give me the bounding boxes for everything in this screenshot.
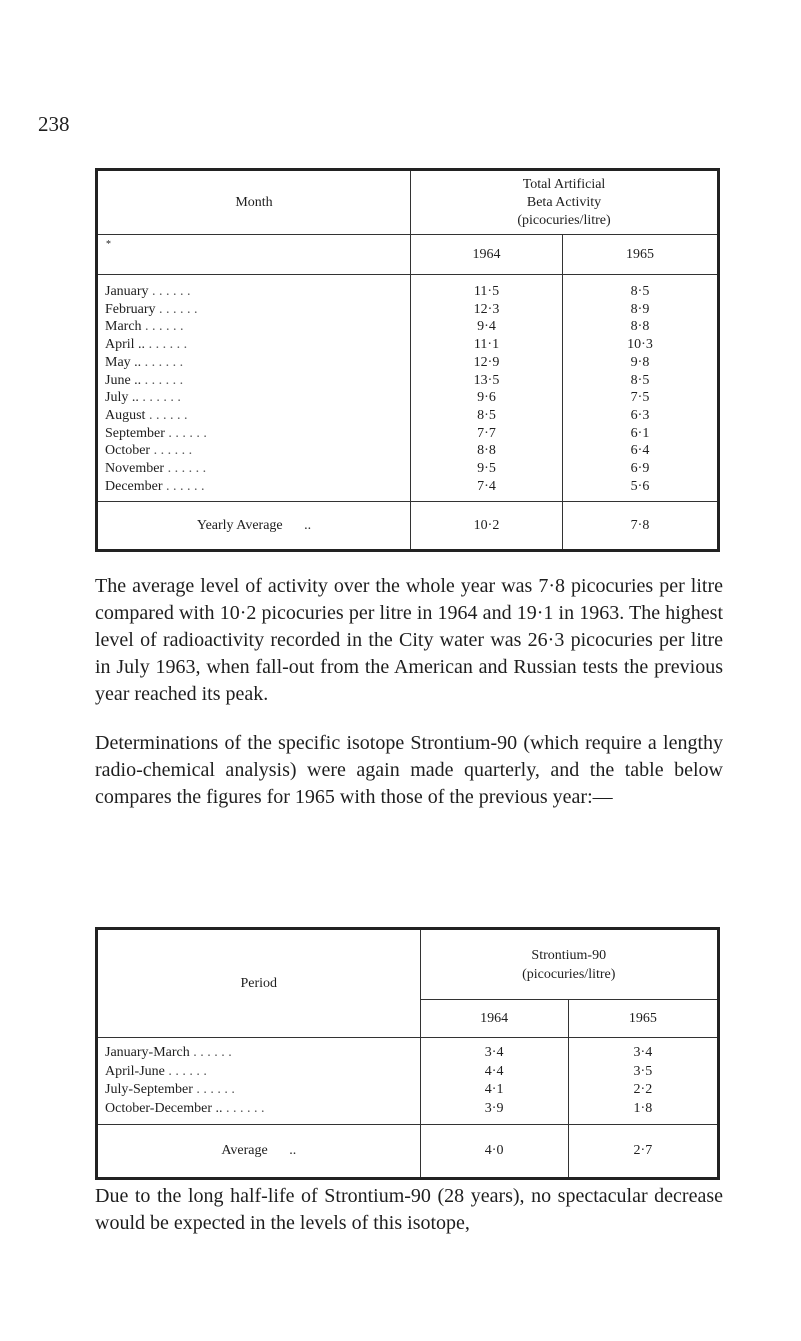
value-1964: 9·4 <box>411 318 563 336</box>
value-1964: 4·4 <box>420 1063 568 1082</box>
month-label: May .. <box>105 354 142 370</box>
paragraph-half-life: Due to the long half-life of Strontium-90 (28 years), no spectacular decrease would be expected in the levels of this isotope, <box>95 1185 723 1234</box>
table-row: February . . . . . . 12·3 8·9 <box>97 301 719 319</box>
month-label: January <box>105 284 149 299</box>
table-row: December . . . . . . 7·4 5·6 <box>97 478 719 502</box>
period-label: October-December .. <box>105 1100 223 1116</box>
year-header-1965: 1965 <box>562 235 718 275</box>
table-row: July-September . . . . . . 4·1 2·2 <box>97 1081 719 1100</box>
table-row: July .. . . . . . . 9·6 7·5 <box>97 389 719 407</box>
value-1965: 8·5 <box>562 275 718 301</box>
month-label: August <box>105 407 146 423</box>
month-label: December <box>105 478 163 494</box>
paragraph-strontium-determinations: Determinations of the specific isotope Strontium-90 (which require a lengthy radio-chemical analysis) were again made quarterly, and the table below compares the figures for 1965 with those of the previous year:— <box>95 732 723 808</box>
table-row: January-March . . . . . . 3·4 3·4 <box>97 1038 719 1063</box>
month-label: March <box>105 319 142 335</box>
value-1964: 11·1 <box>411 336 563 354</box>
average-1964: 10·2 <box>411 502 563 551</box>
month-label: October <box>105 443 151 459</box>
table-row: June .. . . . . . . 13·5 8·5 <box>97 372 719 390</box>
beta-activity-table <box>95 168 720 552</box>
monthly-rows <box>97 275 719 502</box>
average-1964: 4·0 <box>420 1125 568 1179</box>
value-1964: 13·5 <box>411 372 563 390</box>
value-1965: 5·6 <box>562 478 718 502</box>
value-1965: 3·5 <box>568 1063 718 1082</box>
value-1964: 12·3 <box>411 301 563 319</box>
yearly-average-label: Yearly Average .. <box>196 517 312 533</box>
average-label: Average .. <box>221 1143 297 1158</box>
quarterly-rows <box>97 1038 719 1125</box>
month-label: November <box>105 461 165 477</box>
table-row: October . . . . . . 8·8 6·4 <box>97 442 719 460</box>
month-label: April .. <box>105 337 146 353</box>
page-number: 238 <box>38 112 70 136</box>
value-1964: 8·5 <box>411 407 563 425</box>
value-1965: 6·3 <box>562 407 718 425</box>
value-1964: 11·5 <box>411 275 563 301</box>
strontium-table <box>95 927 720 1180</box>
value-1964: 9·5 <box>411 460 563 478</box>
value-1964: 9·6 <box>411 389 563 407</box>
value-1964: 4·1 <box>420 1081 568 1100</box>
beta-activity-group-header: Total Artificial Beta Activity (picocuries/litre) <box>411 170 719 235</box>
table-row: April .. . . . . . . 11·1 10·3 <box>97 336 719 354</box>
table-row: May .. . . . . . . 12·9 9·8 <box>97 354 719 372</box>
value-1965: 9·8 <box>562 354 718 372</box>
value-1964: 3·9 <box>420 1100 568 1125</box>
value-1964: 7·7 <box>411 425 563 443</box>
value-1965: 2·2 <box>568 1081 718 1100</box>
value-1965: 1·8 <box>568 1100 718 1125</box>
period-label: April-June <box>105 1063 165 1079</box>
header-marker: * <box>106 239 111 250</box>
value-1965: 10·3 <box>562 336 718 354</box>
value-1965: 8·8 <box>562 318 718 336</box>
month-label: July .. <box>105 390 139 406</box>
month-column-header: Month <box>235 194 273 210</box>
year-header-1964: 1964 <box>411 235 563 275</box>
yearly-average-row <box>97 502 719 551</box>
average-row <box>97 1125 719 1179</box>
year-header-1965: 1965 <box>568 1000 718 1038</box>
value-1965: 6·4 <box>562 442 718 460</box>
month-label: September <box>105 425 165 441</box>
value-1964: 3·4 <box>420 1038 568 1063</box>
value-1965: 7·5 <box>562 389 718 407</box>
average-1965: 2·7 <box>568 1125 718 1179</box>
period-column-header: Period <box>240 976 278 991</box>
table-row: October-December .. . . . . . . 3·9 1·8 <box>97 1100 719 1125</box>
table-row: November . . . . . . 9·5 6·9 <box>97 460 719 478</box>
paragraph-average-level: The average level of activity over the whole year was 7·8 picocuries per litre compared with 10·2 picocuries per litre in 1964 and 19·1 in 1963. The highest level of radioactivity recorded in the City water was 26·3 picocuries per litre in July 1963, when fall-out from the American and Russian tests the previous year reached its peak. <box>95 575 723 705</box>
year-header-1964: 1964 <box>420 1000 568 1038</box>
value-1965: 8·5 <box>562 372 718 390</box>
table-row: April-June . . . . . . 4·4 3·5 <box>97 1063 719 1082</box>
table-row: August . . . . . . 8·5 6·3 <box>97 407 719 425</box>
average-1965: 7·8 <box>562 502 718 551</box>
value-1965: 3·4 <box>568 1038 718 1063</box>
period-label: January-March <box>105 1045 190 1060</box>
table-row: March . . . . . . 9·4 8·8 <box>97 318 719 336</box>
table-row: January . . . . . . 11·5 8·5 <box>97 275 719 301</box>
value-1965: 8·9 <box>562 301 718 319</box>
month-label: June .. <box>105 372 142 388</box>
value-1965: 6·1 <box>562 425 718 443</box>
month-label: February <box>105 301 156 317</box>
value-1964: 7·4 <box>411 478 563 502</box>
strontium-group-header: Strontium-90 (picocuries/litre) <box>420 929 718 1000</box>
value-1965: 6·9 <box>562 460 718 478</box>
value-1964: 12·9 <box>411 354 563 372</box>
period-label: July-September <box>105 1082 193 1097</box>
table-row: September . . . . . . 7·7 6·1 <box>97 425 719 443</box>
value-1964: 8·8 <box>411 442 563 460</box>
